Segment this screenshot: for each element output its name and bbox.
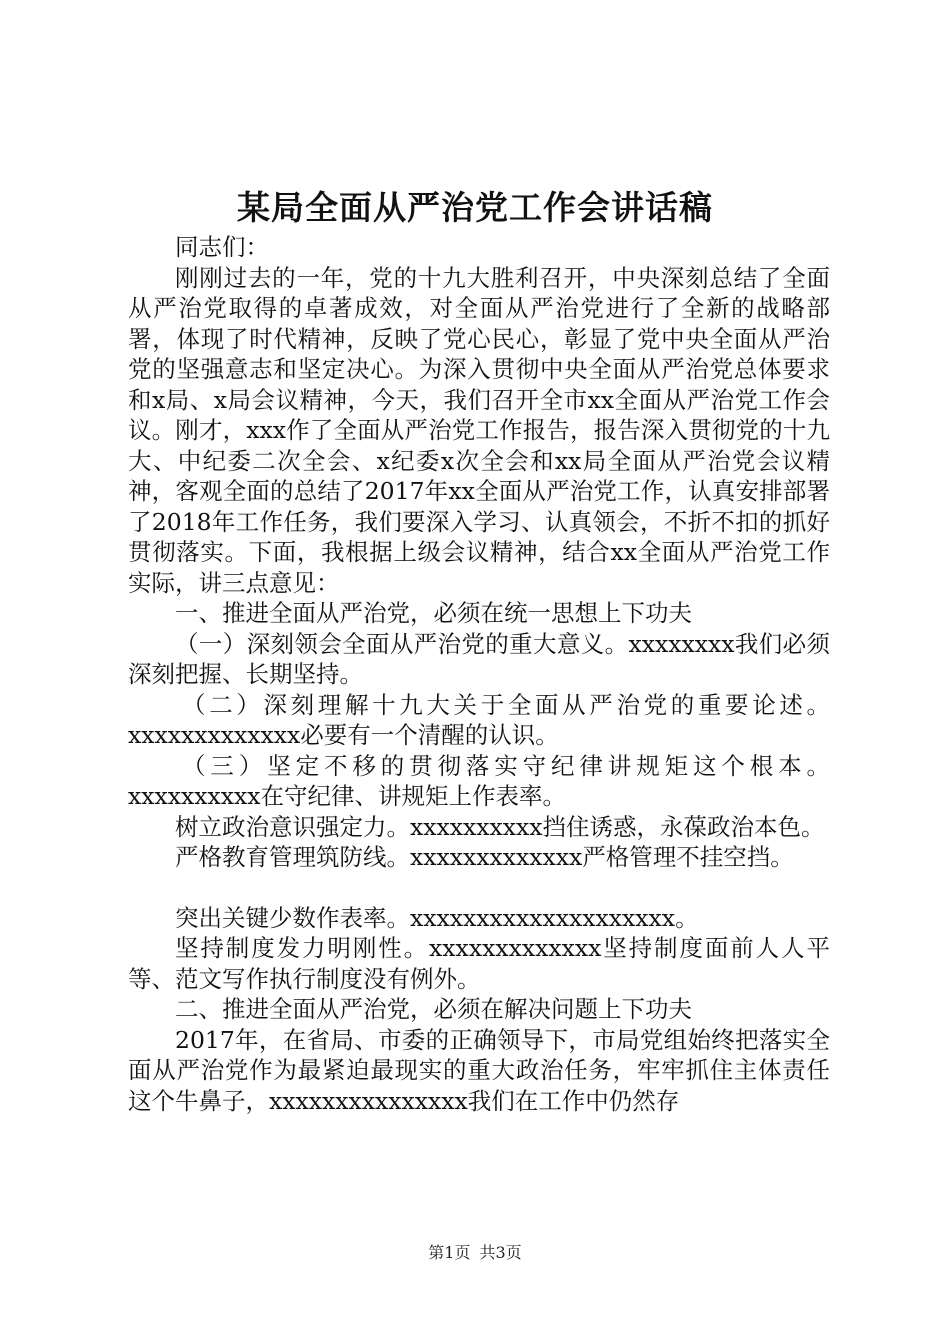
- section-heading-2: 二、推进全面从严治党，必须在解决问题上下功夫: [175, 995, 692, 1023]
- point-political-awareness: 树立政治意识强定力。xxxxxxxxxx挡住诱惑，永葆政治本色。: [175, 812, 825, 841]
- point-key-minority: 突出关键少数作表率。xxxxxxxxxxxxxxxxxxxx。: [175, 903, 699, 932]
- subsection-3: （三）坚定不移的贯彻落实守纪律讲规矩这个根本。xxxxxxxxxx在守纪律、讲规矩上作表率。: [128, 751, 830, 810]
- page-number: 第1页: [428, 1243, 471, 1262]
- salutation: 同志们：: [175, 233, 269, 261]
- blank-line: [128, 873, 830, 903]
- document-title: 某局全面从严治党工作会讲话稿: [237, 188, 713, 227]
- page-footer: [0, 1243, 950, 1263]
- page-total: 共3页: [479, 1243, 522, 1262]
- document-body: [128, 232, 830, 1116]
- paragraph-2017: 2017年，在省局、市委的正确领导下，市局党组始终把落实全面从严治党作为最紧迫最现实的重大政治任务，牢牢抓住主体责任这个牛鼻子，xxxxxxxxxxxxxxx我们在工作中仍然存: [128, 1025, 830, 1115]
- paragraph-intro: 刚刚过去的一年，党的十九大胜利召开，中央深刻总结了全面从严治党取得的卓著成效，对全面从严治党进行了全新的战略部署，体现了时代精神，反映了党心民心，彰显了党中央全面从严治党的坚强意志和坚定决心。为深入贯彻中央全面从严治党总体要求和x局、x局会议精神，今天，我们召开全市xx全面从严治党工作会议。刚才，xxx作了全面从严治党工作报告，报告深入贯彻党的十九大、中纪委二次全会、x纪委x次全会和xx局全面从严治党会议精神，客观全面的总结了2017年xx全面从严治党工作，认真安排部署了2018年工作任务，我们要深入学习、认真领会，不折不扣的抓好贯彻落实。下面，我根据上级会议精神，结合xx全面从严治党工作实际，讲三点意见：: [128, 263, 830, 597]
- subsection-1: （一）深刻领会全面从严治党的重大意义。xxxxxxxx我们必须深刻把握、长期坚持。: [128, 629, 830, 688]
- subsection-2: （二）深刻理解十九大关于全面从严治党的重要论述。xxxxxxxxxxxxx必要有一个清醒的认识。: [128, 690, 830, 749]
- section-heading-1: 一、推进全面从严治党，必须在统一思想上下功夫: [175, 599, 692, 627]
- point-institution: 坚持制度发力明刚性。xxxxxxxxxxxxx坚持制度面前人人平等、范文写作执行制度没有例外。: [128, 934, 830, 993]
- point-education-management: 严格教育管理筑防线。xxxxxxxxxxxxx严格管理不挂空挡。: [175, 843, 794, 871]
